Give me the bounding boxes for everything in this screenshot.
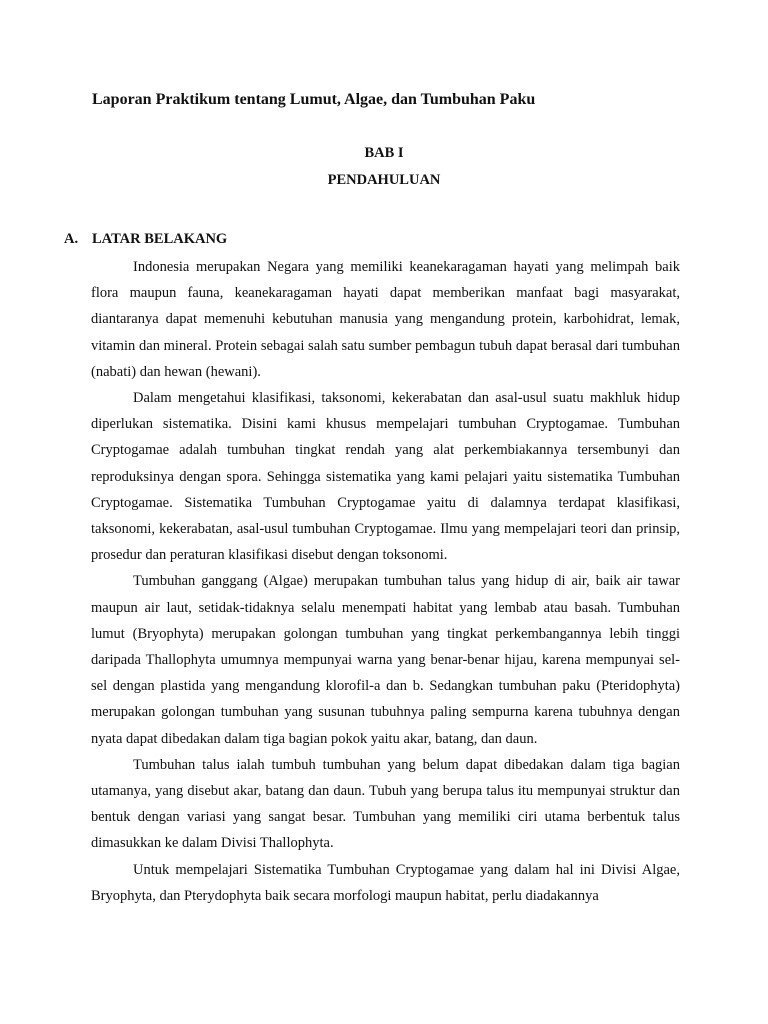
chapter-number: BAB I bbox=[364, 145, 404, 161]
document-title: Laporan Praktikum tentang Lumut, Algae, dan Tumbuhan Paku bbox=[92, 91, 536, 108]
paragraph: Untuk mempelajari Sistematika Tumbuhan Cryptogamae yang dalam hal ini Divisi Algae, Bryophyta, dan Pterydophyta baik secara morfologi maupun habitat, perlu diadakannya bbox=[91, 861, 680, 904]
paragraph: Dalam mengetahui klasifikasi, taksonomi, kekerabatan dan asal-usul suatu makhluk hidup diperlukan sistematika. Disini kami khusus mempelajari tumbuhan Cryptogamae. Tumbuhan Cryptogamae adalah tumbuhan tingkat rendah yang alat perkembiakannya tersembunyi dan reproduksinya dengan spora. Sehingga sistematika yang kami pelajari yaitu sistematika Tumbuhan Cryptogamae. Sistematika Tumbuhan Cryptogamae yaitu di dalamnya terdapat klasifikasi, taksonomi, kekerabatan, asal-usul tumbuhan Cryptogamae. Ilmu yang mempelajari teori dan prinsip, prosedur dan peraturan klasifikasi disebut dengan toksonomi. bbox=[91, 390, 680, 564]
body-text bbox=[91, 254, 680, 909]
section-letter: A. bbox=[64, 231, 79, 247]
chapter-title: PENDAHULUAN bbox=[327, 172, 441, 188]
paragraph: Indonesia merupakan Negara yang memiliki keanekaragaman hayati yang melimpah baik flora maupun fauna, keanekaragaman hayati dapat memberikan manfaat bagi masyarakat, diantaranya dapat memenuhi kebutuhan manusia yang mengandung protein, karbohidrat, lemak, vitamin dan mineral. Protein sebagai salah satu sumber pembagun tubuh dapat berasal dari tumbuhan (nabati) dan hewan (hewani). bbox=[91, 259, 680, 380]
paragraph: Tumbuhan ganggang (Algae) merupakan tumbuhan talus yang hidup di air, baik air tawar maupun air laut, setidak-tidaknya selalu menempati habitat yang lembab atau basah. Tumbuhan lumut (Bryophyta) merupakan golongan tumbuhan yang tingkat perkembangannya lebih tinggi daripada Thallophyta umumnya mempunyai warna yang benar-benar hijau, karena mempunyai sel-sel dengan plastida yang mengandung klorofil-a dan b. Sedangkan tumbuhan paku (Pteridophyta) merupakan golongan tumbuhan yang susunan tubuhnya paling sempurna karena tubuhnya dengan nyata dapat dibedakan dalam tiga bagian pokok yaitu akar, batang, dan daun. bbox=[91, 573, 680, 747]
paragraph: Tumbuhan talus ialah tumbuh tumbuhan yang belum dapat dibedakan dalam tiga bagian utamanya, yang disebut akar, batang dan daun. Tubuh yang berupa talus itu mempunyai struktur dan bentuk dengan variasi yang sangat besar. Tumbuhan yang memiliki ciri utama berbentuk talus dimasukkan ke dalam Divisi Thallophyta. bbox=[91, 756, 680, 852]
section-heading-text: LATAR BELAKANG bbox=[92, 231, 228, 247]
section-heading bbox=[64, 231, 227, 248]
